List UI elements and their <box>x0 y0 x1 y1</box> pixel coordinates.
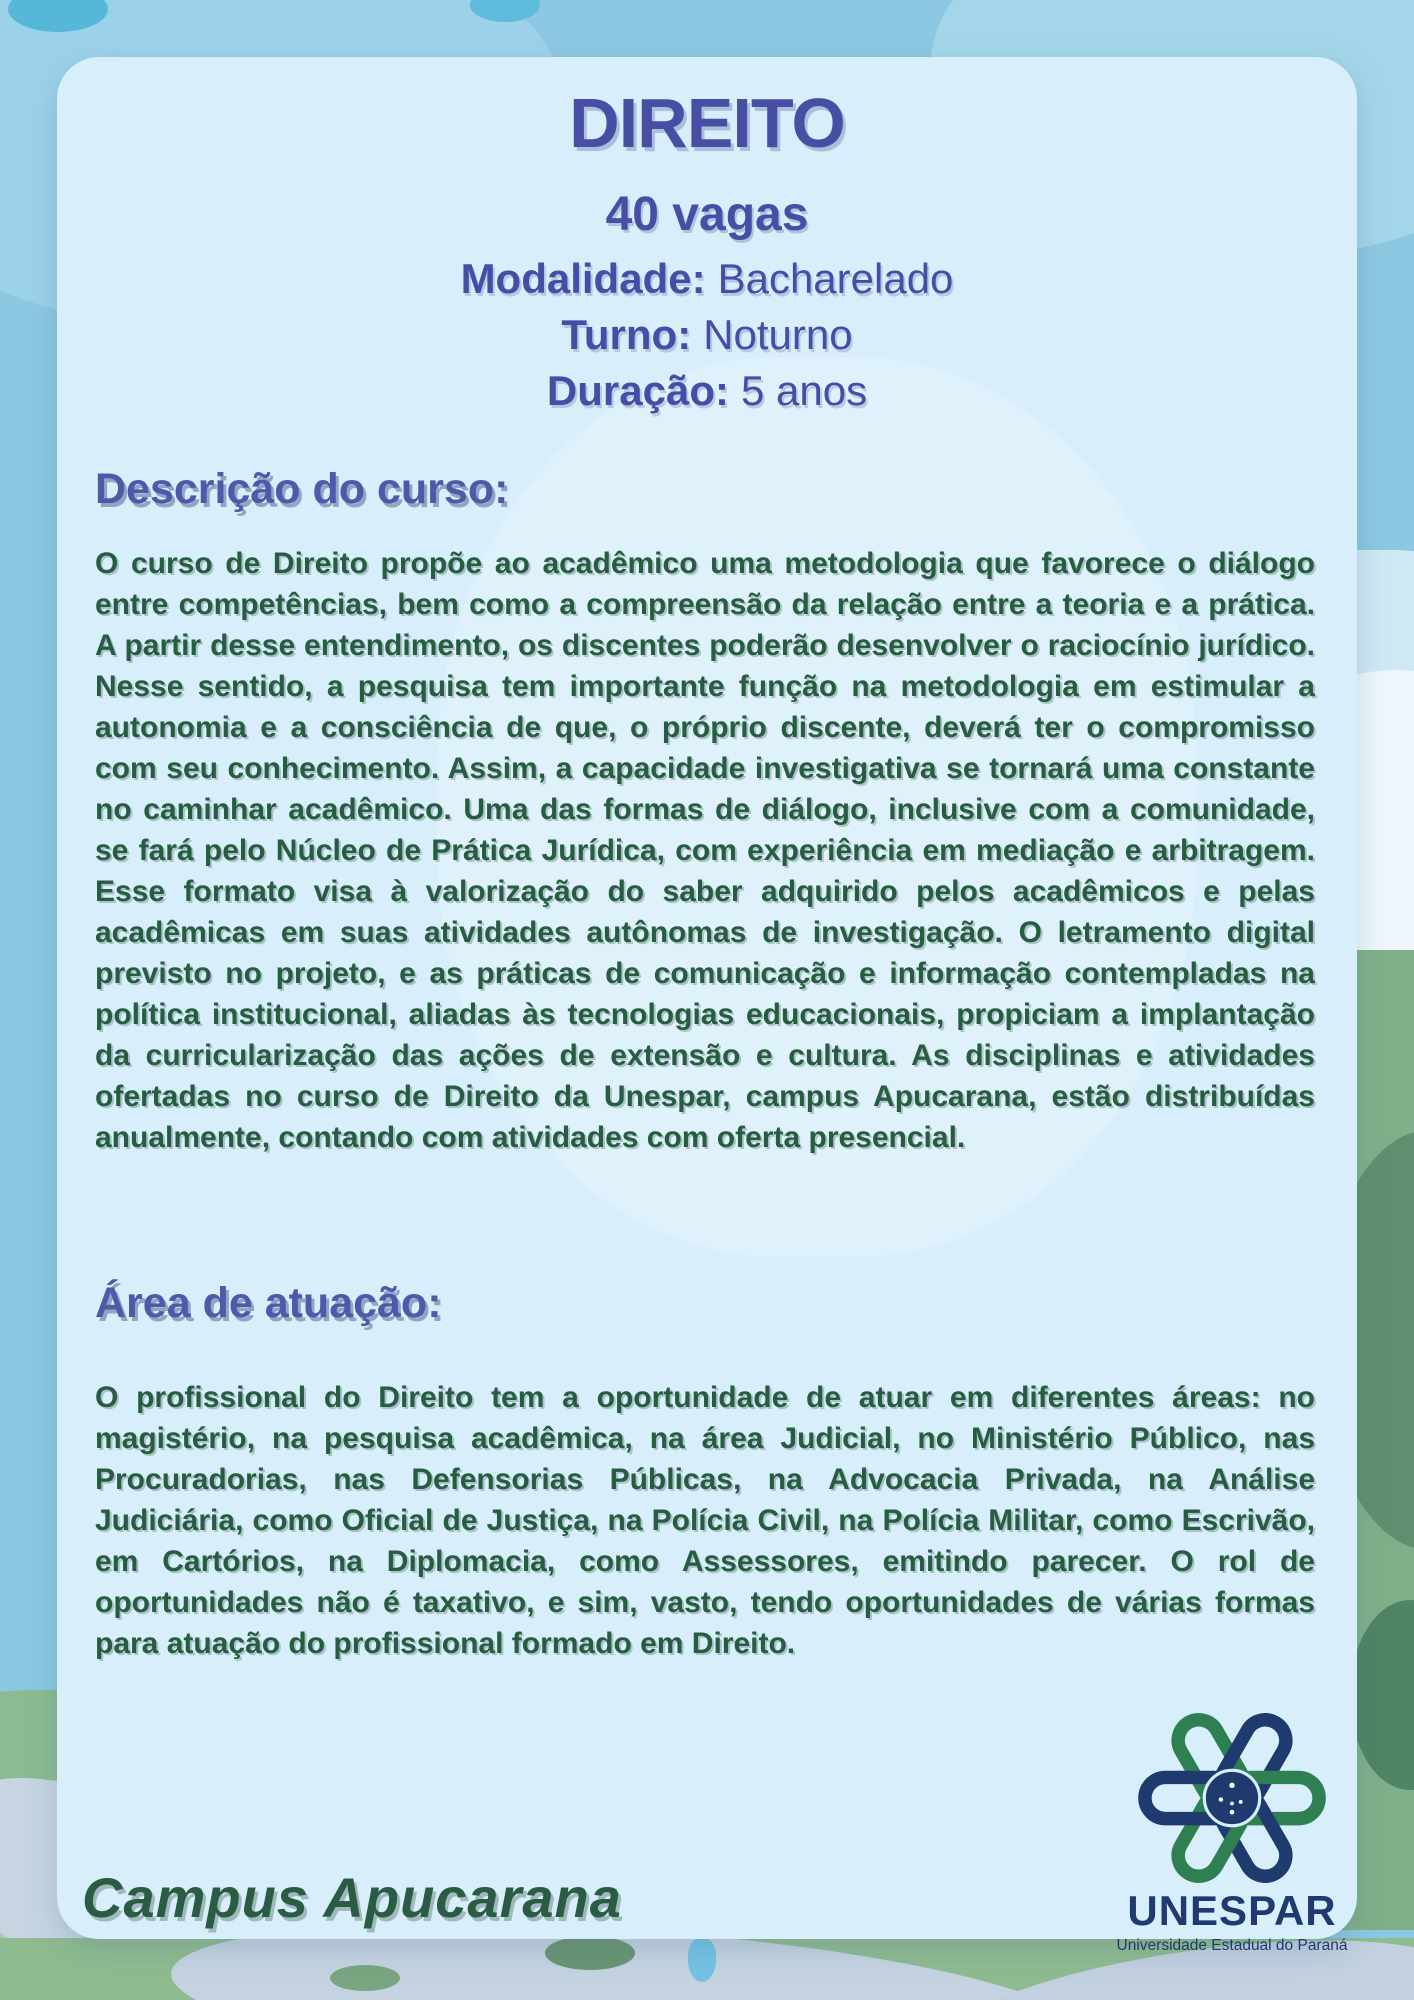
field-value: 5 anos <box>740 367 868 414</box>
unespar-logo <box>1092 1703 1372 1955</box>
field-value: Noturno <box>703 311 853 358</box>
field-duracao <box>57 367 1357 423</box>
logo-globe-icon <box>1204 1770 1259 1825</box>
section-heading-area: Área de atuação: <box>95 1279 442 1327</box>
field-turno <box>57 311 1357 367</box>
field-modalidade <box>57 255 1357 311</box>
bush-shape <box>545 1936 635 1970</box>
logo-subtitle: Universidade Estadual do Paraná <box>1116 1937 1348 1954</box>
course-card <box>57 57 1357 1954</box>
field-label: Duração: <box>546 367 729 414</box>
field-value: Bacharelado <box>717 255 954 302</box>
course-vacancies: 40 vagas <box>605 188 809 241</box>
course-fields <box>57 255 1357 423</box>
water-drop-shape <box>688 1938 716 1982</box>
field-label: Modalidade: <box>460 255 706 302</box>
section-body-descricao: O curso de Direito propõe ao acadêmico uma metodologia que favorece o diálogo entre competências, bem como a compreensão da relação entre a teoria e a prática. A partir desse entendimento, os discentes poderão desenvolver o raciocínio jurídico. Nesse sentido, a pesquisa tem importante função na metodologia em estimular a autonomia e a consciência de que, o próprio discente, deverá ter o compromisso com seu conhecimento. Assim, a capacidade investigativa se tornará uma constante no caminhar acadêmico. Uma das formas de diálogo, inclusive com a comunidade, se fará pelo Núcleo de Prática Jurídica, com experiência em mediação e arbitragem. Esse formato visa à valorização do saber adquirido pelos acadêmicos e pelas acadêmicas em suas atividades autônomas de investigação. O letramento digital previsto no projeto, e as práticas de comunicação e informação contempladas na política institucional, aliadas às tecnologias educacionais, propiciam a implantação da curricularização das ações de extensão e cultura. As disciplinas e atividades ofertadas no curso de Direito da Unespar, campus Apucarana, estão distribuídas anualmente, contando com atividades com oferta presencial. <box>95 547 1315 1154</box>
campus-name: Campus Apucarana <box>82 1866 622 1929</box>
logo-wordmark: UNESPAR <box>1127 1887 1337 1934</box>
section-heading-descricao: Descrição do curso: <box>95 465 509 513</box>
bush-shape <box>330 1965 400 1991</box>
unespar-logo-icon <box>1137 1703 1327 1893</box>
course-title: DIREITO <box>569 84 845 162</box>
field-label: Turno: <box>561 311 692 358</box>
section-body-area: O profissional do Direito tem a oportunidade de atuar em diferentes áreas: no magistério, na pesquisa acadêmica, na área Judicial, no Ministério Público, nas Procuradorias, nas Defensorias Públicas, na Advocacia Privada, na Análise Judiciária, como Oficial de Justiça, na Polícia Civil, na Polícia Militar, como Escrivão, em Cartórios, na Diplomacia, como Assessores, emitindo parecer. O rol de oportunidades não é taxativo, e sim, vasto, tendo oportunidades de várias formas para atuação do profissional formado em Direito. <box>95 1381 1315 1660</box>
